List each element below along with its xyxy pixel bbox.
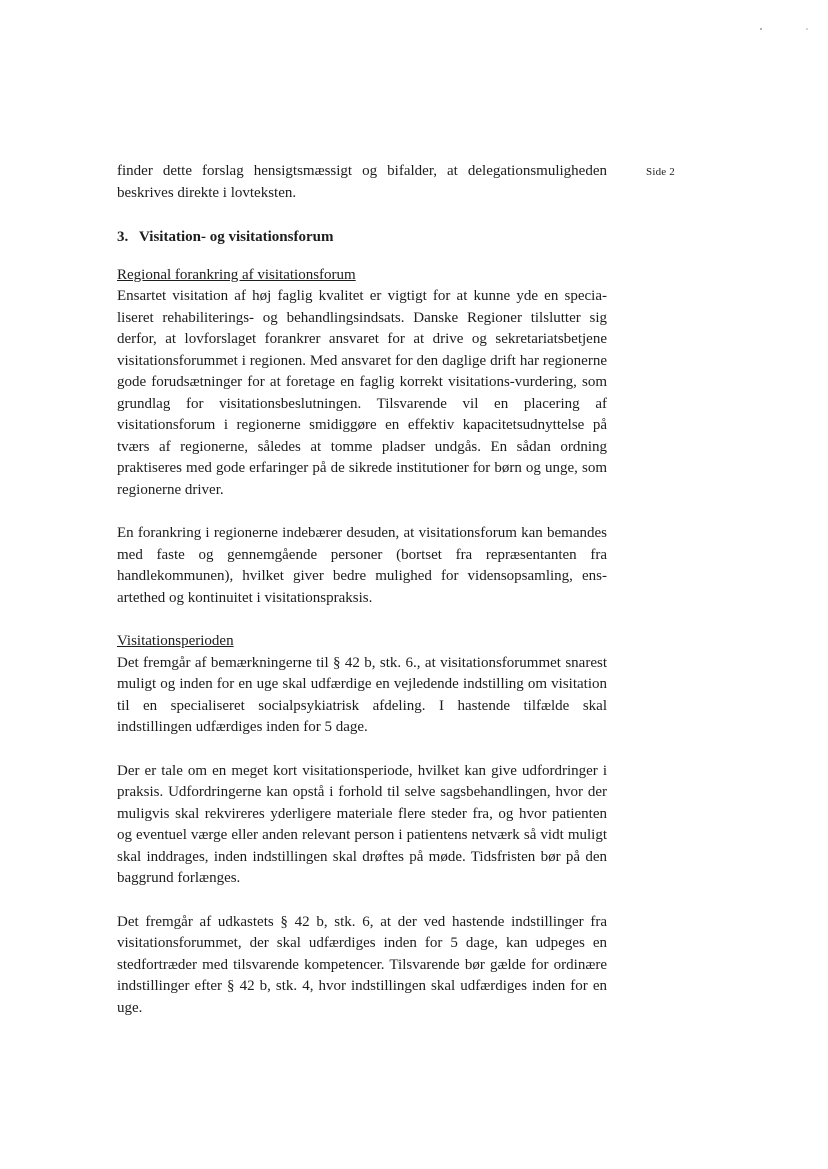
- section-title: Visitation- og visitationsforum: [139, 229, 334, 245]
- section-number: 3.: [117, 229, 129, 245]
- regional-paragraph-1: Ensartet visitation af høj faglig kvalitet er vigtigt for at kunne yde en specialiseret rehabiliterings- og behandlingsindsats. Danske Regioner tilslutter sig derfor, at lovforslaget forankrer ansvaret for at drive og sekretariatsbetjene visitationsforummet i regionen. Med ansvaret for den daglige drift har regionerne gode forudsætninger for at foretage en faglig korrekt visitations-vurdering, som grundlag for visitationsbeslutningen. Tilsvarende vil en placering af visitationsforum i regionerne smidiggøre en effektiv kapacitetsudnyttelse på tværs af regionerne, således at tomme pladser undgås. En sådan ordning praktiseres med gode erfaringer på de sikrede institutioner for børn og unge, som regionerne driver.: [117, 288, 607, 498]
- perioden-paragraph-3: Det fremgår af udkastets § 42 b, stk. 6, at der ved hastende indstillinger fra visitationsforummet, der skal udfærdiges inden for 5 dage, kan udpeges en stedfortræder med tilsvarende kompetencer. Tilsvarende bør gælde for ordinære indstillinger efter § 42 b, stk. 4, hvor indstillingen skal udfærdiges inden for en uge.: [117, 913, 607, 1016]
- scan-speck: [806, 28, 808, 30]
- scan-speck: [760, 28, 762, 30]
- perioden-paragraph-1: Det fremgår af bemærkningerne til § 42 b, stk. 6., at visitationsforummet snarest muligt og inden for en uge skal udfærdige en vejledende indstilling om visitation til en specialiseret socialpsykiatrisk afdeling. I hastende tilfælde skal indstillingen udfærdiges inden for 5 dage.: [117, 654, 607, 735]
- page-number-label: Side 2: [646, 166, 676, 178]
- subheading-regional: Regional forankring af visitationsforum: [117, 266, 356, 283]
- regional-paragraph-2: En forankring i regionerne indebærer desuden, at visitationsforum kan bemandes med faste og gennemgående personer (bortset fra repræsentanten fra handlekommunen), hvilket giver bedre mulighed for vidensopsamling, ensartethed og kontinuitet i visitationspraksis.: [117, 525, 607, 606]
- section-heading: [117, 227, 607, 249]
- intro-paragraph: finder dette forslag hensigtsmæssigt og bifalder, at delegationsmuligheden beskrives direkte i lovteksten.: [117, 163, 607, 201]
- subheading-visitationsperioden: Visitationsperioden: [117, 633, 234, 649]
- perioden-paragraph-2: Der er tale om en meget kort visitationsperiode, hvilket kan give udfordringer i praksis. Udfordringerne kan opstå i forhold til selve sagsbehandlingen, hvor der muligvis skal rekvireres yderligere materiale flere steder fra, og hvor patienten og eventuel værge eller anden relevant person i patientens netværk så vidt muligt skal inddrages, inden indstillingen skal drøftes på møde. Tidsfristen bør på den baggrund forlænges.: [117, 762, 607, 886]
- document-body: [117, 161, 607, 1019]
